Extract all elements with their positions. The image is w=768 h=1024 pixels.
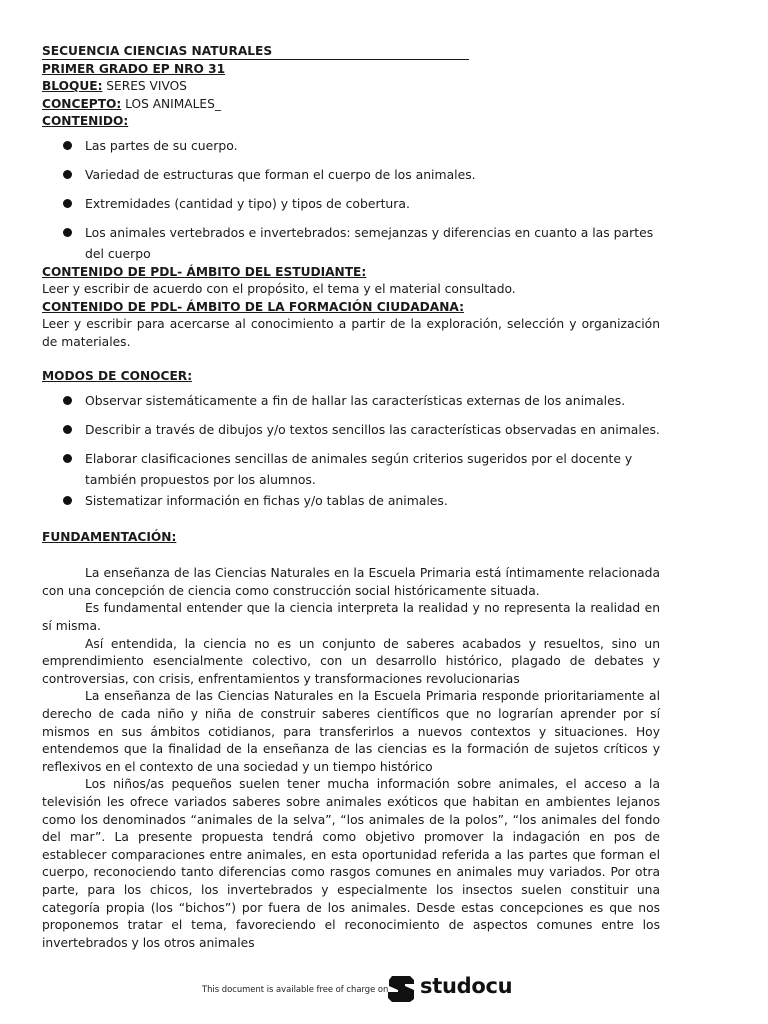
fundamentacion-paragraph: Los niños/as pequeños suelen tener mucha información sobre animales, el acceso a la televisión les ofrece variados saberes sobre animales exóticos que habitan en ambientes lejanos como los denominados “animales de la selva”, “los animales de la polos”, “los animales del fondo del mar”. La presente propuesta tendrá como objetivo promover la indagación en pos de establecer comparaciones entre animales, en esta oportunidad referida a las partes que forman el cuerpo, reconociendo tanto diferencias como rasgos comunes en animales muy variados. Por otra parte, para los chicos, los invertebrados y especialmente los insectos suelen constituir una categoría propia (los “bichos”) por fuera de los animales. Desde estas concepciones es que nos proponemos tratar el tema, favoreciendo el reconocimiento de aspectos comunes entre los invertebrados y los otros animales bbox=[42, 777, 660, 950]
list-item: Extremidades (cantidad y tipo) y tipos de cobertura. bbox=[42, 193, 660, 214]
block-value: SERES VIVOS bbox=[102, 79, 187, 93]
concept-line bbox=[42, 96, 660, 114]
pdl-estudiante-heading: CONTENIDO DE PDL- ÁMBITO DEL ESTUDIANTE: bbox=[42, 264, 367, 279]
studocu-brand[interactable]: studocu bbox=[420, 974, 513, 998]
fundamentacion-paragraph: Así entendida, la ciencia no es un conjunto de saberes acabados y resueltos, sino un emprendimiento esencialmente colectivo, con un desarrollo histórico, plagado de debates y controversias, con crisis, enfrentamientos y transformaciones revolucionarias bbox=[42, 636, 660, 686]
block-label: BLOQUE: bbox=[42, 79, 103, 93]
list-item: Las partes de su cuerpo. bbox=[42, 135, 660, 156]
list-item: Describir a través de dibujos y/o textos sencillos las características observadas en animales. bbox=[42, 419, 660, 440]
footer bbox=[0, 970, 768, 1006]
fundamentacion-heading: FUNDAMENTACIÓN: bbox=[42, 529, 177, 544]
list-item: Variedad de estructuras que forman el cuerpo de los animales. bbox=[42, 164, 660, 185]
block-line bbox=[42, 78, 660, 96]
pdl-estudiante-text: Leer y escribir de acuerdo con el propósito, el tema y el material consultado. bbox=[42, 282, 516, 296]
concept-label: CONCEPTO: bbox=[42, 96, 122, 111]
concept-value: LOS ANIMALES_ bbox=[121, 96, 221, 111]
fundamentacion-paragraph: La enseñanza de las Ciencias Naturales en la Escuela Primaria responde prioritariamente al derecho de cada niño y niña de construir saberes científicos que no lograrían aprender por sí mismos en sus ámbitos cotidianos, para transferirlos a nuevos contextos y situaciones. Hoy entendemos que la finalidad de la enseñanza de las ciencias es la formación de sujetos críticos y reflexivos en el contexto de una sociedad y un tiempo histórico bbox=[42, 689, 660, 774]
pdl-ciudadana-heading: CONTENIDO DE PDL- ÁMBITO DE LA FORMACIÓN CIUDADANA: bbox=[42, 299, 464, 314]
list-item: Observar sistemáticamente a fin de hallar las características externas de los animales. bbox=[42, 390, 660, 411]
header-block bbox=[42, 43, 660, 131]
studocu-logo-icon[interactable] bbox=[388, 973, 417, 1003]
pdl-ciudadana-text: Leer y escribir para acercarse al conocimiento a partir de la exploración, selección y organización de materiales. bbox=[42, 317, 660, 349]
list-item: Los animales vertebrados e invertebrados: semejanzas y diferencias en cuanto a las partes del cuerpo bbox=[42, 222, 660, 264]
document-title: SECUENCIA CIENCIAS NATURALES bbox=[42, 44, 469, 60]
document-page bbox=[42, 43, 660, 952]
fundamentacion-paragraph: Es fundamental entender que la ciencia interpreta la realidad y no representa la realidad en sí misma. bbox=[42, 601, 660, 634]
grade-line: PRIMER GRADO EP NRO 31 bbox=[42, 61, 226, 76]
modos-list bbox=[42, 390, 660, 511]
contenido-list bbox=[42, 135, 660, 264]
content-label: CONTENIDO: bbox=[42, 114, 129, 128]
list-item: Elaborar clasificaciones sencillas de animales según criterios sugeridos por el docente y también propuestos por los alumnos. bbox=[42, 448, 660, 490]
footer-notice: This document is available free of charge on bbox=[202, 984, 389, 994]
list-item: Sistematizar información en fichas y/o tablas de animales. bbox=[42, 490, 660, 511]
fundamentacion-paragraph: La enseñanza de las Ciencias Naturales en la Escuela Primaria está íntimamente relacionada con una concepción de ciencia como construcción social históricamente situada. bbox=[42, 566, 660, 598]
modos-heading: MODOS DE CONOCER: bbox=[42, 369, 193, 384]
